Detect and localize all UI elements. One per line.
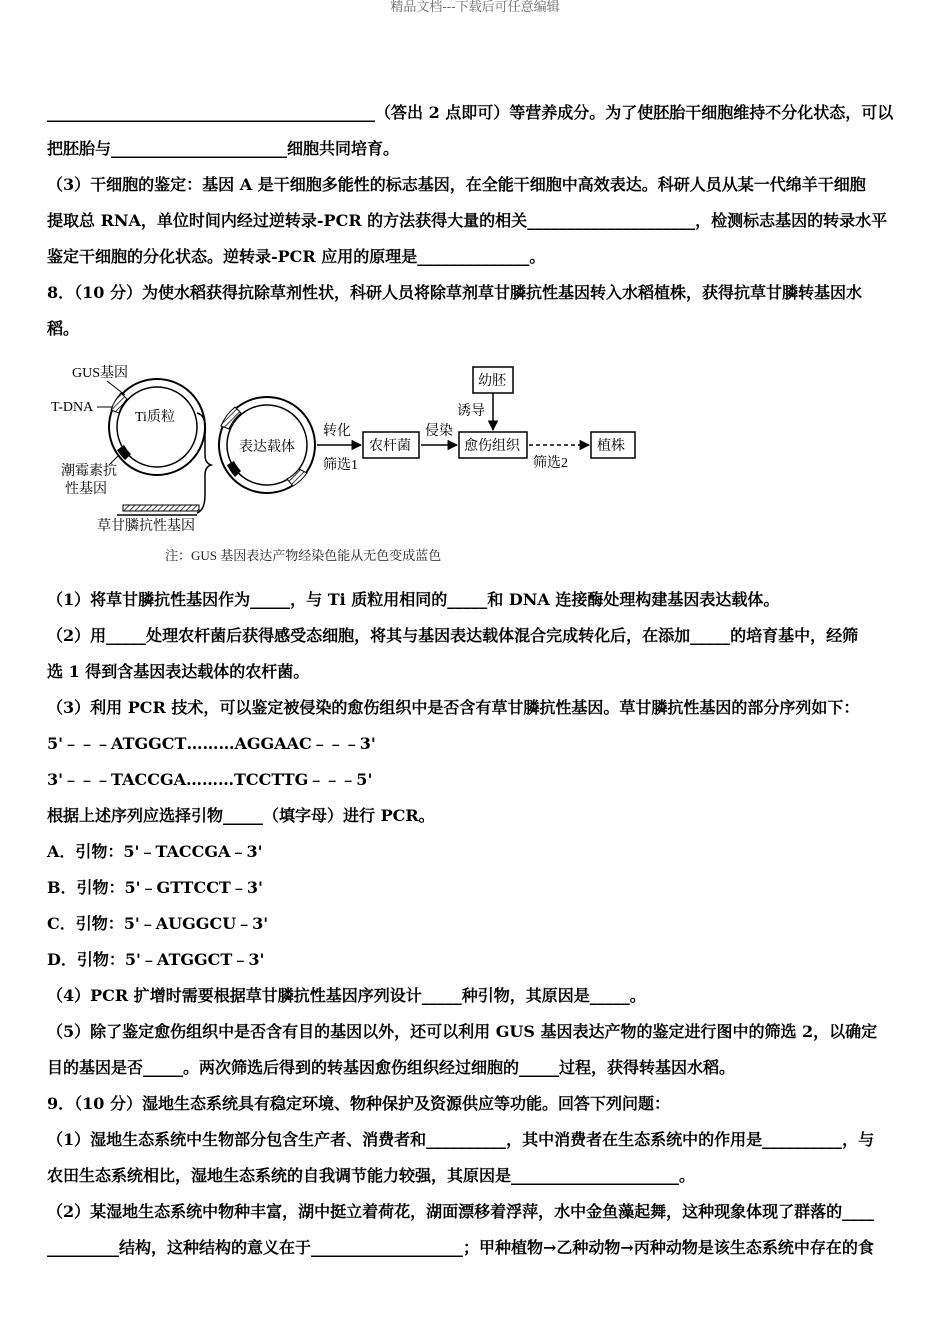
plant-label: 植株 <box>597 439 625 454</box>
text-line: 提取总 RNA，单位时间内经过逆转录-PCR 的方法获得大量的相关_____________________，检测标志基因的转录水平 <box>47 211 888 230</box>
text-line: （4）PCR 扩增时需要根据草甘膦抗性基因序列设计_____种引物，其原因是_____。 <box>47 986 646 1005</box>
sequence-line: 5'﹣﹣﹣ATGGCT………AGGAAC﹣﹣﹣3' <box>47 734 376 753</box>
option-c: C．引物：5'﹣AUGGCU﹣3' <box>47 914 269 933</box>
option-a: A．引物：5'﹣TACCGA﹣3' <box>47 842 263 861</box>
diagram-note: 注：GUS 基因表达产物经染色能从无色变成蓝色 <box>165 548 442 563</box>
gus-gene-label: GUS基因 <box>72 366 129 381</box>
text-line: _________________________________________（答出 2 点即可）等营养成分。为了使胚胎干细胞维持不分化状态，可以 <box>47 103 894 122</box>
text-line: （2）某湿地生态系统中物种丰富，湖中挺立着荷花，湖面漂移着浮萍，水中金鱼藻起舞，这种现象体现了群落的____ <box>47 1202 875 1221</box>
text-line: 农田生态系统相比，湿地生态系统的自我调节能力较强，其原因是_____________________。 <box>47 1166 696 1185</box>
induce-label: 诱导 <box>457 404 485 419</box>
text-line: 根据上述序列应选择引物_____（填字母）进行 PCR。 <box>47 806 435 825</box>
hygromycin-label-1: 潮霉素抗 <box>61 464 117 479</box>
text-line: （3）干细胞的鉴定：基因 A 是干细胞多能性的标志基因，在全能干细胞中高效表达。科研人员从某一代绵羊干细胞 <box>47 175 866 194</box>
screen2-label: 筛选2 <box>533 456 568 471</box>
text-line: （1）湿地生态系统中生物部分包含生产者、消费者和__________，其中消费者在生态系统中的作用是__________，与 <box>47 1130 875 1149</box>
agrobacterium-label: 农杆菌 <box>369 439 411 454</box>
embryo-label: 幼胚 <box>478 374 506 389</box>
transform-label: 转化 <box>323 424 351 439</box>
transgenic-process-diagram <box>47 355 667 570</box>
screen1-label: 筛选1 <box>323 458 358 473</box>
text-line: 稻。 <box>47 319 80 338</box>
question-8-title: 8．（10 分）为使水稻获得抗除草剂性状，科研人员将除草剂草甘膦抗性基因转入水稻植株，获得抗草甘膦转基因水 <box>47 283 862 302</box>
sequence-line: 3'﹣﹣﹣TACCGA………TCCTTG﹣﹣﹣5' <box>47 770 373 789</box>
text-line: 目的基因是否_____。两次筛选后得到的转基因愈伤组织经过细胞的_____过程，获得转基因水稻。 <box>47 1058 736 1077</box>
text-line: 把胚胎与______________________细胞共同培育。 <box>47 139 400 158</box>
glyphosate-gene-fragment <box>123 505 199 511</box>
text-line: （2）用_____处理农杆菌后获得感受态细胞，将其与基因表达载体混合完成转化后，在添加_____的培育基中，经筛 <box>47 626 859 645</box>
document-page <box>47 95 903 1266</box>
hygromycin-label-2: 性基因 <box>65 482 107 497</box>
text-line: 鉴定干细胞的分化状态。逆转录-PCR 应用的原理是______________。 <box>47 247 546 266</box>
option-b: B．引物：5'﹣GTTCCT﹣3' <box>47 878 263 897</box>
page-header: 精品文档---下载后可任意编辑 <box>390 0 560 15</box>
expression-vector-label: 表达载体 <box>239 440 295 455</box>
text-line: _________结构，这种结构的意义在于___________________；甲种植物→乙种动物→丙种动物是该生态系统中存在的食 <box>47 1238 874 1257</box>
option-d: D．引物：5'﹣ATGGCT﹣3' <box>47 950 265 969</box>
question-9-title: 9．（10 分）湿地生态系统具有稳定环境、物种保护及资源供应等功能。回答下列问题： <box>47 1094 670 1113</box>
text-line: （3）利用 PCR 技术，可以鉴定被侵染的愈伤组织中是否含有草甘膦抗性基因。草甘膦抗性基因的部分序列如下： <box>47 698 860 717</box>
text-line: （1）将草甘膦抗性基因作为_____，与 Ti 质粒用相同的_____和 DNA 连接酶处理构建基因表达载体。 <box>47 590 780 609</box>
callus-label: 愈伤组织 <box>464 439 520 454</box>
text-line: 选 1 得到含基因表达载体的农杆菌。 <box>47 662 310 681</box>
ti-plasmid-label: Ti质粒 <box>135 410 175 425</box>
t-dna-label: T-DNA <box>51 400 94 415</box>
infect-label: 侵染 <box>425 424 453 439</box>
glyphosate-gene-label: 草甘膦抗性基因 <box>97 519 195 534</box>
text-line: （5）除了鉴定愈伤组织中是否含有目的基因以外，还可以利用 GUS 基因表达产物的鉴定进行图中的筛选 2，以确定 <box>47 1022 878 1041</box>
